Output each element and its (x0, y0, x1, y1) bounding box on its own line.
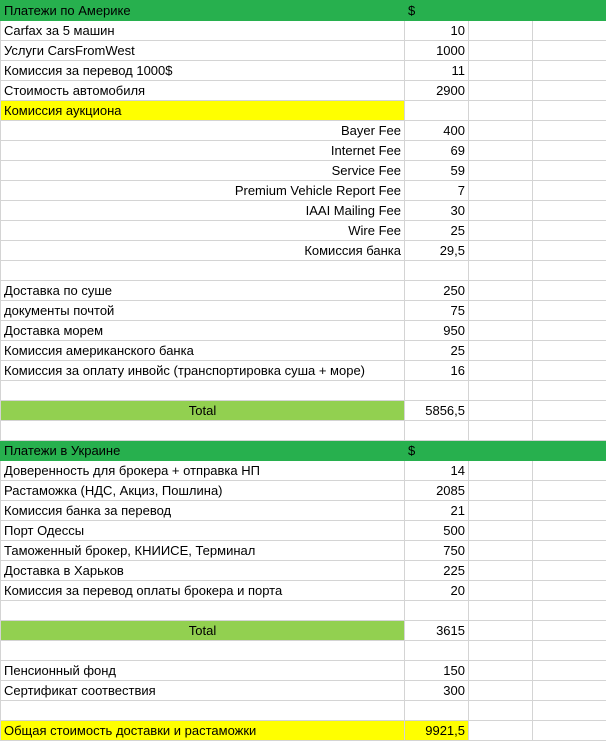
row-value[interactable]: 1000 (405, 41, 469, 61)
table-row (1, 341, 606, 361)
row-value[interactable]: 25 (405, 341, 469, 361)
row-label[interactable]: Комиссия американского банка (1, 341, 405, 361)
table-row (1, 121, 606, 141)
table-row (1, 321, 606, 341)
row-value[interactable]: 2900 (405, 81, 469, 101)
table-row (1, 41, 606, 61)
table-row (1, 21, 606, 41)
row-value[interactable]: 29,5 (405, 241, 469, 261)
row-label[interactable]: Сертификат соотвествия (1, 681, 405, 701)
ukraine-header-row (1, 441, 606, 461)
table-row (1, 81, 606, 101)
table-row (1, 141, 606, 161)
grand-total-row (1, 721, 606, 741)
row-label[interactable]: Доставка по суше (1, 281, 405, 301)
table-row (1, 181, 606, 201)
empty-row (1, 421, 606, 441)
table-row (1, 301, 606, 321)
table-row (1, 521, 606, 541)
ukraine-total-row (1, 621, 606, 641)
row-label[interactable]: Таможенный брокер, КНИИСЕ, Терминал (1, 541, 405, 561)
table-row (1, 461, 606, 481)
row-label[interactable]: Service Fee (1, 161, 405, 181)
usa-total-label[interactable]: Total (1, 401, 405, 421)
row-label[interactable]: Услуги CarsFromWest (1, 41, 405, 61)
row-label[interactable]: Bayer Fee (1, 121, 405, 141)
auction-header-row (1, 101, 606, 121)
empty-row (1, 701, 606, 721)
table-row (1, 481, 606, 501)
row-value[interactable]: 150 (405, 661, 469, 681)
grand-total-label[interactable]: Общая стоимость доставки и растаможки (1, 721, 405, 741)
row-value[interactable]: 11 (405, 61, 469, 81)
row-label[interactable]: Комиссия за оплату инвойс (транспортировка суша + море) (1, 361, 405, 381)
empty-row (1, 381, 606, 401)
row-value[interactable]: 14 (405, 461, 469, 481)
table-row (1, 201, 606, 221)
usa-total-row (1, 401, 606, 421)
usa-header-row (1, 1, 606, 21)
row-value[interactable]: 225 (405, 561, 469, 581)
grand-total-value[interactable]: 9921,5 (405, 721, 469, 741)
table-row (1, 501, 606, 521)
row-label[interactable]: документы почтой (1, 301, 405, 321)
table-row (1, 661, 606, 681)
ukraine-header-label[interactable]: Платежи в Украине (1, 441, 405, 461)
row-value[interactable]: 16 (405, 361, 469, 381)
row-value[interactable]: 75 (405, 301, 469, 321)
table-row (1, 561, 606, 581)
row-label[interactable]: Internet Fee (1, 141, 405, 161)
table-row (1, 361, 606, 381)
row-value[interactable]: 25 (405, 221, 469, 241)
row-value[interactable]: 10 (405, 21, 469, 41)
row-value[interactable]: 950 (405, 321, 469, 341)
row-value[interactable]: 750 (405, 541, 469, 561)
row-value[interactable]: 69 (405, 141, 469, 161)
table-row (1, 221, 606, 241)
row-value[interactable]: 20 (405, 581, 469, 601)
row-label[interactable]: Комиссия за перевод 1000$ (1, 61, 405, 81)
table-row (1, 681, 606, 701)
row-label[interactable]: Комиссия за перевод оплаты брокера и порта (1, 581, 405, 601)
table-row (1, 241, 606, 261)
usa-currency-label[interactable]: $ (405, 1, 469, 21)
row-value[interactable]: 21 (405, 501, 469, 521)
table-row (1, 581, 606, 601)
row-label[interactable]: Доставка в Харьков (1, 561, 405, 581)
row-label[interactable]: Premium Vehicle Report Fee (1, 181, 405, 201)
row-label[interactable]: Доверенность для брокера + отправка НП (1, 461, 405, 481)
row-label[interactable]: Комиссия банка (1, 241, 405, 261)
row-label[interactable]: Доставка морем (1, 321, 405, 341)
table-row (1, 61, 606, 81)
row-label[interactable]: Wire Fee (1, 221, 405, 241)
row-value[interactable]: 300 (405, 681, 469, 701)
auction-header-label[interactable]: Комиссия аукциона (1, 101, 405, 121)
table-row (1, 541, 606, 561)
row-value[interactable]: 500 (405, 521, 469, 541)
row-label[interactable]: Carfax за 5 машин (1, 21, 405, 41)
ukraine-total-label[interactable]: Total (1, 621, 405, 641)
ukraine-total-value[interactable]: 3615 (405, 621, 469, 641)
row-value[interactable]: 30 (405, 201, 469, 221)
ukraine-currency-label[interactable]: $ (405, 441, 469, 461)
row-label[interactable]: Комиссия банка за перевод (1, 501, 405, 521)
row-label[interactable]: Порт Одессы (1, 521, 405, 541)
empty-row (1, 641, 606, 661)
row-label[interactable]: Растаможка (НДС, Акциз, Пошлина) (1, 481, 405, 501)
empty-row (1, 601, 606, 621)
table-row (1, 281, 606, 301)
row-value[interactable]: 7 (405, 181, 469, 201)
row-value[interactable]: 250 (405, 281, 469, 301)
row-label[interactable]: IAAI Mailing Fee (1, 201, 405, 221)
row-value[interactable]: 59 (405, 161, 469, 181)
usa-total-value[interactable]: 5856,5 (405, 401, 469, 421)
empty-row (1, 261, 606, 281)
row-label[interactable]: Пенсионный фонд (1, 661, 405, 681)
usa-header-label[interactable]: Платежи по Америке (1, 1, 405, 21)
row-value[interactable]: 2085 (405, 481, 469, 501)
row-value[interactable]: 400 (405, 121, 469, 141)
row-label[interactable]: Стоимость автомобиля (1, 81, 405, 101)
table-row (1, 161, 606, 181)
